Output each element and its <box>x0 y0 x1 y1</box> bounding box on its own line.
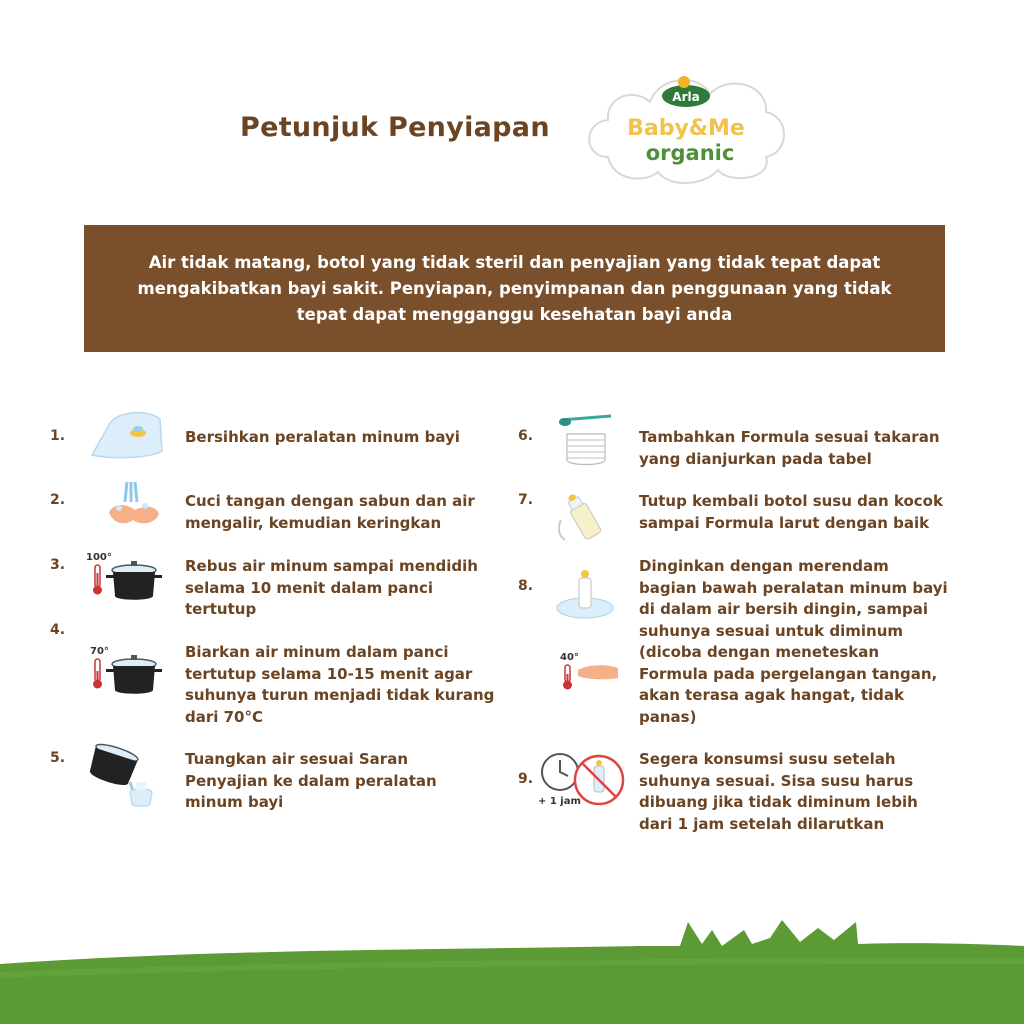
step-text: Tuangkan air sesuai Saran Penyajian ke dalam peralatan minum bayi <box>185 750 437 811</box>
svg-text:40°: 40° <box>560 652 579 663</box>
svg-text:Baby&Me: Baby&Me <box>627 116 745 141</box>
cool-icon <box>554 566 616 622</box>
step-text: Rebus air minum sampai mendidih selama 10 menit dalam panci tertutup <box>185 557 478 618</box>
grass-decoration <box>0 900 1024 1024</box>
pour-icon <box>84 742 160 808</box>
svg-text:100°: 100° <box>86 552 112 563</box>
pot-icon <box>86 548 162 604</box>
shake-icon <box>555 490 611 544</box>
step-number: 4. <box>50 622 66 638</box>
step-text: Bersihkan peralatan minum bayi <box>185 428 460 446</box>
clock-icon <box>536 748 626 808</box>
step-number: 9. <box>518 771 534 787</box>
step-text: Tambahkan Formula sesuai takaran yang dianjurkan pada tabel <box>639 428 940 468</box>
page-title: Petunjuk Penyiapan <box>240 112 550 143</box>
step-number: 7. <box>518 492 534 508</box>
step-text: Cuci tangan dengan sabun dan air mengalir, kemudian keringkan <box>185 492 475 532</box>
step-number: 2. <box>50 492 66 508</box>
step-number: 3. <box>50 557 66 573</box>
step-number: 1. <box>50 428 66 444</box>
wrist-test-icon <box>558 648 620 692</box>
warning-text: Air tidak matang, botol yang tidak steril dan penyajian yang tidak tepat dapat mengakibatkan bayi sakit. Penyiapan, penyimpanan dan penggunaan yang tidak tepat dapat mengganggu kesehatan bayi anda <box>137 252 892 324</box>
bottle-icon <box>88 405 166 461</box>
svg-text:Arla: Arla <box>672 90 700 104</box>
arla-baby-me-logo <box>578 62 793 192</box>
handwash-icon <box>105 480 163 530</box>
step-number: 6. <box>518 428 534 444</box>
step-text: Dinginkan dengan merendam bagian bawah peralatan minum bayi di dalam air bersih dingin, sampai suhunya sesuai untuk diminum (dicoba dengan meneteskan Formula pada pergelangan tangan, akan terasa agak hangat, tidak panas) <box>639 557 948 726</box>
scoop-icon <box>555 412 615 468</box>
step-number: 8. <box>518 578 534 594</box>
pot-icon <box>86 642 162 698</box>
step-text: Segera konsumsi susu setelah suhunya sesuai. Sisa susu harus dibuang jika tidak diminum lebih dari 1 jam setelah dilarutkan <box>639 750 918 833</box>
svg-text:organic: organic <box>645 141 735 165</box>
step-text: Biarkan air minum dalam panci tertutup selama 10-15 menit agar suhunya turun menjadi tidak kurang dari 70°C <box>185 643 495 726</box>
svg-text:+ 1 jam: + 1 jam <box>538 796 581 807</box>
step-text: Tutup kembali botol susu dan kocok sampai Formula larut dengan baik <box>639 492 943 532</box>
step-number: 5. <box>50 750 66 766</box>
warning-banner <box>84 225 945 352</box>
svg-text:70°: 70° <box>90 646 109 657</box>
